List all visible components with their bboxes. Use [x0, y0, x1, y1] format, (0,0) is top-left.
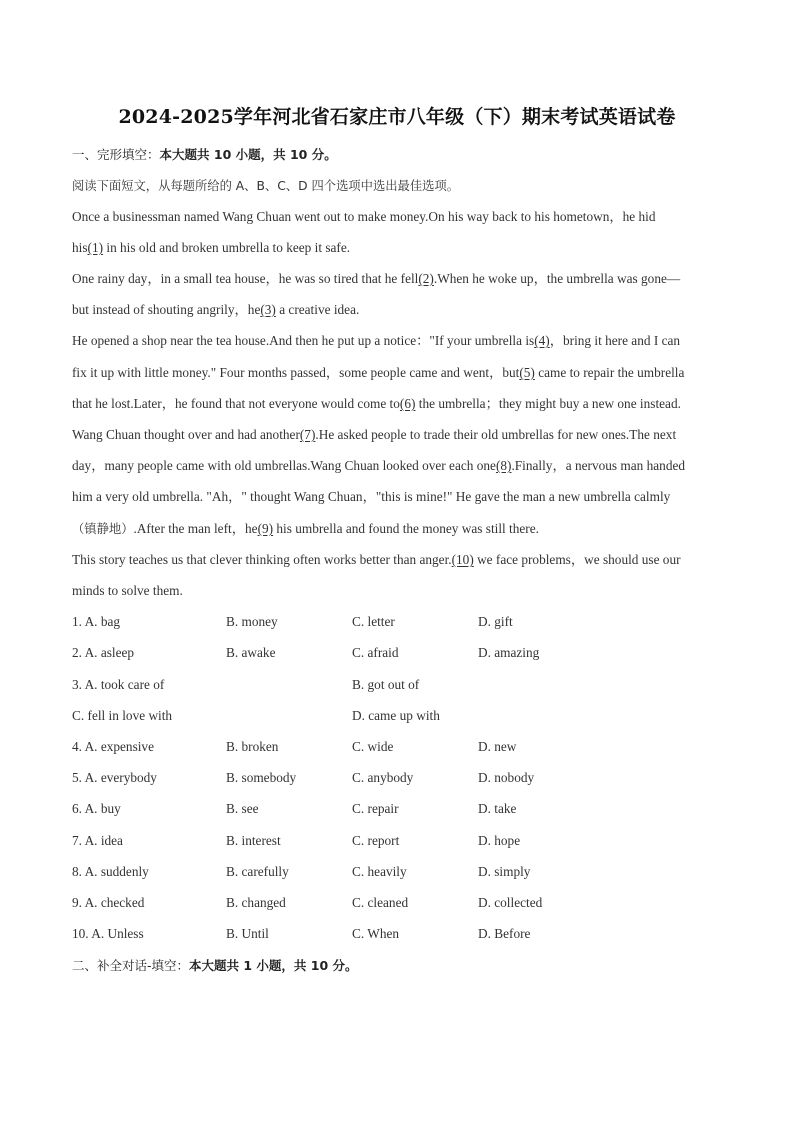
option-c: C. anybody — [352, 770, 414, 785]
passage-line — [72, 395, 722, 413]
passage-line — [72, 520, 722, 538]
option-a: 2. A. asleep — [72, 645, 135, 660]
section-1-heading — [72, 146, 722, 164]
passage-line — [72, 301, 722, 319]
option-a: 10. A. Unless — [72, 926, 144, 941]
option-b: B. got out of — [352, 677, 420, 692]
passage-text: in his old and broken umbrella to keep it safe. — [103, 240, 351, 255]
instruction: 阅读下面短文，从每题所给的 A、B、C、D 四个选项中选出最佳选项。 — [72, 179, 460, 193]
option-d: D. nobody — [478, 770, 535, 785]
option-b: B. interest — [226, 833, 281, 848]
blank-1: (1) — [87, 240, 104, 255]
option-b: B. see — [226, 801, 259, 816]
option-b: B. money — [226, 614, 278, 629]
passage-text: （镇静地） — [72, 522, 134, 536]
blank-7: (7) — [299, 427, 316, 442]
option-d: D. collected — [478, 895, 543, 910]
option-c: C. fell in love with — [72, 708, 173, 723]
passage-text: we face problems，we should use our — [473, 552, 681, 567]
option-d: D. amazing — [478, 645, 540, 660]
passage-text: but instead of shouting angrily，he — [72, 302, 261, 317]
passage-line: minds to solve them. — [72, 583, 183, 598]
passage-text: a creative idea. — [275, 302, 360, 317]
passage-text: Wang Chuan thought over and had another — [72, 427, 300, 442]
option-d: D. simply — [478, 864, 531, 879]
passage-line — [72, 426, 722, 444]
passage-text: ，bring it here and I can — [549, 333, 681, 348]
option-b: B. somebody — [226, 770, 297, 785]
section-1-label: 一、完形填空： — [72, 147, 160, 162]
option-b: B. Until — [226, 926, 269, 941]
option-c: C. letter — [352, 614, 395, 629]
passage-text: This story teaches us that clever thinking often works better than anger. — [72, 552, 452, 567]
passage-line: Once a businessman named Wang Chuan went out to make money.On his way back to his hometown，he hid — [72, 209, 656, 224]
option-a: 1. A. bag — [72, 614, 121, 629]
option-a: 5. A. everybody — [72, 770, 157, 785]
passage-text: .When he woke up，the umbrella was gone— — [433, 271, 681, 286]
option-a: 3. A. took care of — [72, 677, 165, 692]
option-c: C. wide — [352, 739, 394, 754]
passage-line — [72, 457, 722, 475]
option-a: 7. A. idea — [72, 833, 123, 848]
section-1-desc: 本大题共 10 小题，共 10 分。 — [159, 147, 337, 162]
option-c: C. heavily — [352, 864, 407, 879]
blank-9: (9) — [257, 521, 274, 536]
passage-line — [72, 270, 722, 288]
passage-text: One rainy day，in a small tea house，he was so tired that he fell — [72, 271, 419, 286]
option-d: D. hope — [478, 833, 521, 848]
option-b: B. awake — [226, 645, 276, 660]
option-c: C. repair — [352, 801, 399, 816]
option-c: C. report — [352, 833, 400, 848]
option-c: C. afraid — [352, 645, 399, 660]
option-b: B. changed — [226, 895, 286, 910]
option-d: D. gift — [478, 614, 513, 629]
option-d: D. take — [478, 801, 517, 816]
passage-line — [72, 332, 722, 350]
passage-text: his umbrella and found the money was still there. — [273, 521, 539, 536]
passage-text: the umbrella；they might buy a new one instead. — [415, 396, 681, 411]
option-c: C. When — [352, 926, 400, 941]
blank-10: (10) — [451, 552, 474, 567]
option-a: 4. A. expensive — [72, 739, 154, 754]
option-d: D. new — [478, 739, 517, 754]
blank-2: (2) — [418, 271, 434, 286]
blank-8: (8) — [495, 458, 512, 473]
passage-line — [72, 239, 722, 257]
option-a: 9. A. checked — [72, 895, 145, 910]
passage-text: He opened a shop near the tea house.And then he put up a notice："If your umbrella is — [72, 333, 535, 348]
passage-text: his — [72, 240, 88, 255]
passage-text: .Finally，a nervous man handed — [511, 458, 686, 473]
option-b: B. carefully — [226, 864, 289, 879]
page-title: 2024-2025学年河北省石家庄市八年级（下）期末考试英语试卷 — [118, 106, 676, 128]
blank-3: (3) — [260, 302, 276, 317]
passage-text: came to repair the umbrella — [534, 365, 685, 380]
passage-text: fix it up with little money." Four months passed，some people came and went，but — [72, 365, 520, 380]
section-2-heading — [72, 957, 722, 975]
option-b: B. broken — [226, 739, 279, 754]
passage-text: .He asked people to trade their old umbrellas for new ones.The next — [315, 427, 677, 442]
passage-text: that he lost.Later，he found that not everyone would come to — [72, 396, 400, 411]
option-a: 8. A. suddenly — [72, 864, 149, 879]
option-d: D. came up with — [352, 708, 440, 723]
blank-4: (4) — [534, 333, 550, 348]
option-c: C. cleaned — [352, 895, 409, 910]
blank-6: (6) — [399, 396, 416, 411]
section-2-label: 二、补全对话-填空： — [72, 958, 190, 973]
passage-line: him a very old umbrella. "Ah，" thought Wang Chuan，"this is mine!" He gave the man a new umbrella calmly — [72, 489, 671, 504]
option-d: D. Before — [478, 926, 531, 941]
passage-line — [72, 364, 722, 382]
passage-line — [72, 551, 722, 569]
blank-5: (5) — [519, 365, 535, 380]
option-a: 6. A. buy — [72, 801, 121, 816]
section-2-desc: 本大题共 1 小题，共 10 分。 — [189, 958, 358, 973]
passage-text: .After the man left，he — [133, 521, 258, 536]
passage-text: day，many people came with old umbrellas.Wang Chuan looked over each one — [72, 458, 496, 473]
